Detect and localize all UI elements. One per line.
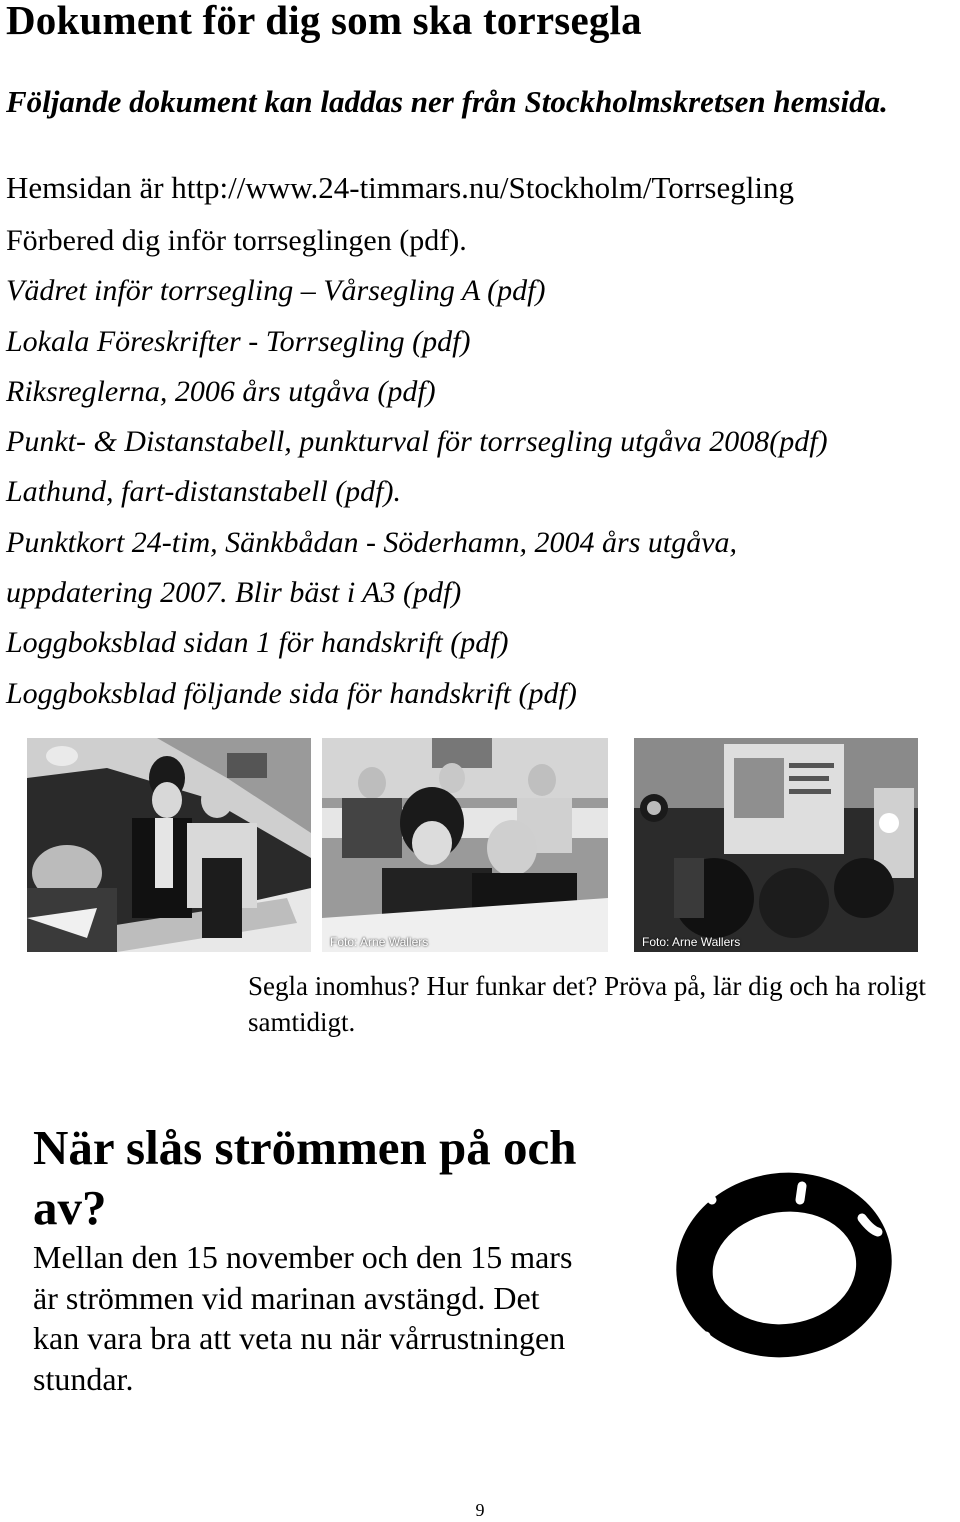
- document-list: [6, 216, 828, 719]
- photo-credit: Foto: Arne Wallers: [642, 935, 741, 949]
- photo-chart-table: [27, 738, 311, 952]
- document-link[interactable]: Förbered dig inför torrseglingen (pdf).: [6, 224, 467, 257]
- document-link[interactable]: Vädret inför torrsegling – Vårsegling A (pdf): [6, 274, 546, 308]
- document-link-continuation[interactable]: uppdatering 2007. Blir bäst i A3 (pdf): [6, 576, 462, 610]
- document-link[interactable]: Lathund, fart-distanstabell (pdf).: [6, 475, 402, 509]
- document-link[interactable]: Loggboksblad följande sida för handskrift (pdf): [6, 676, 577, 710]
- document-link[interactable]: Punkt- & Distanstabell, punkturval för torrsegling utgåva 2008(pdf): [6, 425, 828, 459]
- photo-caption: Segla inomhus? Hur funkar det? Pröva på, lär dig och ha roligt samtidigt.: [248, 971, 926, 1037]
- document-link[interactable]: Lokala Föreskrifter - Torrsegling (pdf): [6, 324, 471, 358]
- photo-seated-group: [322, 738, 608, 952]
- photo-presentation: [634, 738, 918, 952]
- page-number: 9: [475, 1500, 485, 1520]
- lifebuoy-icon: [666, 1150, 902, 1385]
- section-heading: När slås strömmen på och av?: [33, 1120, 577, 1235]
- section-body: Mellan den 15 november och den 15 mars är strömmen vid marinan avstängd. Det kan vara bra att veta nu när vårrustningen stundar.: [33, 1239, 573, 1397]
- page-title: Dokument för dig som ska torrsegla: [6, 0, 642, 43]
- document-link[interactable]: Riksreglerna, 2006 års utgåva (pdf): [6, 374, 436, 408]
- intro-text: Följande dokument kan laddas ner från Stockholmskretsen hemsida.: [6, 84, 888, 119]
- website-line[interactable]: Hemsidan är http://www.24-timmars.nu/Stockholm/Torrsegling: [6, 170, 794, 205]
- document-link[interactable]: Punktkort 24-tim, Sänkbådan - Söderhamn, 2004 års utgåva,: [6, 525, 738, 559]
- photo-credit: Foto: Arne Wallers: [330, 935, 429, 949]
- document-link[interactable]: Loggboksblad sidan 1 för handskrift (pdf): [6, 626, 509, 660]
